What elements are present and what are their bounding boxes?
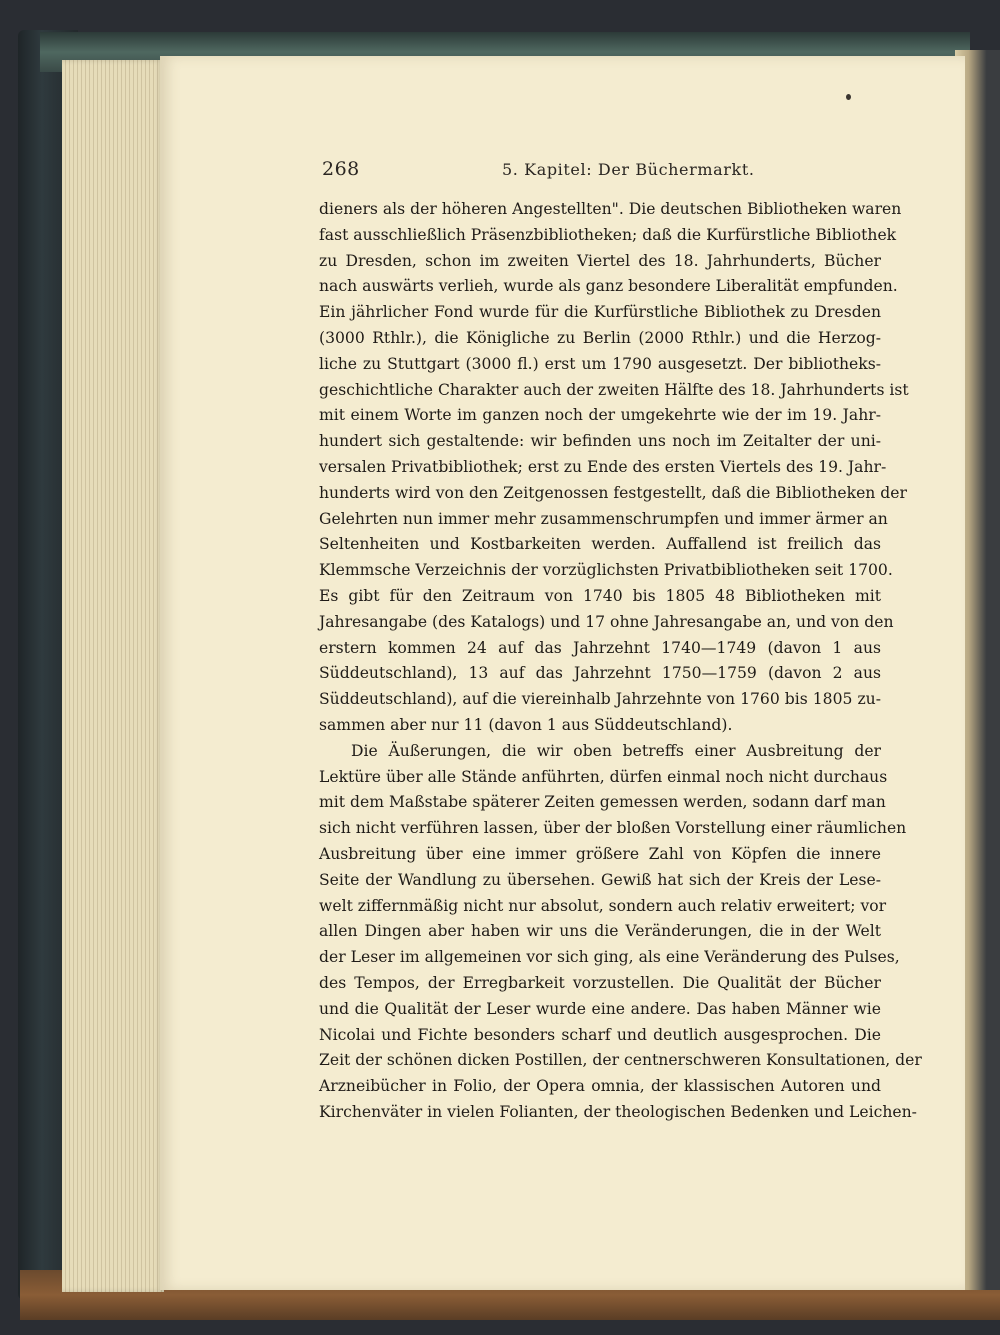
text-line: erstern kommen 24 auf das Jahrzehnt 1740—1749 (davon 1 aus	[319, 638, 881, 657]
text-line: Zeit der schönen dicken Postillen, der centnerschweren Konsultationen, der	[319, 1051, 922, 1070]
text-line: Die Äußerungen, die wir oben betreffs einer Ausbreitung der	[351, 741, 881, 760]
text-line: hunderts wird von den Zeitgenossen festgestellt, daß die Bibliotheken der	[319, 483, 907, 502]
text-line: Nicolai und Fichte besonders scharf und deutlich ausgesprochen. Die	[319, 1025, 881, 1044]
running-head: 5. Kapitel: Der Büchermarkt.	[502, 160, 755, 179]
page-header	[322, 158, 882, 188]
text-line: liche zu Stuttgart (3000 fl.) erst um 1790 ausgesetzt. Der bibliotheks-	[319, 354, 881, 373]
text-line: versalen Privatbibliothek; erst zu Ende des ersten Viertels des 19. Jahr-	[319, 457, 887, 476]
text-line: Seltenheiten und Kostbarkeiten werden. Auffallend ist freilich das	[319, 535, 881, 554]
body-text	[319, 197, 922, 1126]
text-line: Es gibt für den Zeitraum von 1740 bis 1805 48 Bibliotheken mit	[319, 586, 881, 605]
text-line: sammen aber nur 11 (davon 1 aus Süddeutschland).	[319, 715, 733, 734]
text-line: Klemmsche Verzeichnis der vorzüglichsten Privatbibliotheken seit 1700.	[319, 561, 893, 580]
text-line: nach auswärts verlieh, wurde als ganz besondere Liberalität empfunden.	[319, 277, 898, 296]
text-line: Süddeutschland), 13 auf das Jahrzehnt 1750—1759 (davon 2 aus	[319, 664, 881, 683]
text-line: dieners als der höheren Angestellten". Die deutschen Bibliotheken waren	[319, 200, 902, 218]
text-line: des Tempos, der Erregbarkeit vorzustellen. Die Qualität der Bücher	[319, 973, 881, 992]
text-line: der Leser im allgemeinen vor sich ging, als eine Veränderung des Pulses,	[319, 948, 900, 967]
text-line: Jahresangabe (des Katalogs) und 17 ohne Jahresangabe an, und von den	[319, 612, 894, 631]
text-line: Lektüre über alle Stände anführten, dürfen einmal noch nicht durchaus	[319, 767, 888, 786]
text-line: und die Qualität der Leser wurde eine andere. Das haben Männer wie	[319, 999, 881, 1018]
text-line: zu Dresden, schon im zweiten Viertel des 18. Jahrhunderts, Bücher	[319, 251, 881, 270]
text-line: Ausbreitung über eine immer größere Zahl von Köpfen die innere	[319, 844, 881, 863]
text-line: welt ziffernmäßig nicht nur absolut, sondern auch relativ erweitert; vor	[319, 896, 887, 915]
text-line: Kirchenväter in vielen Folianten, der theologischen Bedenken und Leichen-	[319, 1102, 917, 1121]
text-line: Ein jährlicher Fond wurde für die Kurfürstliche Bibliothek zu Dresden	[319, 303, 881, 322]
text-line: Gelehrten nun immer mehr zusammenschrumpfen und immer ärmer an	[319, 509, 888, 528]
text-line: Süddeutschland), auf die viereinhalb Jahrzehnte von 1760 bis 1805 zu-	[319, 690, 881, 709]
ink-spot	[846, 94, 851, 100]
text-line: fast ausschließlich Präsenzbibliotheken; daß die Kurfürstliche Bibliothek	[319, 225, 897, 244]
text-line: mit dem Maßstabe späterer Zeiten gemessen werden, sodann darf man	[319, 793, 886, 812]
page-number: 268	[322, 158, 360, 180]
text-line: (3000 Rthlr.), die Königliche zu Berlin (2000 Rthlr.) und die Herzog-	[319, 328, 881, 347]
text-line: sich nicht verführen lassen, über der bloßen Vorstellung einer räumlichen	[319, 819, 907, 838]
page-stack-edge	[62, 60, 164, 1292]
text-line: mit einem Worte im ganzen noch der umgekehrte wie der im 19. Jahr-	[319, 406, 881, 425]
text-line: geschichtliche Charakter auch der zweiten Hälfte des 18. Jahrhunderts ist	[319, 380, 909, 399]
text-line: hundert sich gestaltende: wir befinden uns noch im Zeitalter der uni-	[319, 432, 881, 451]
text-line: Seite der Wandlung zu übersehen. Gewiß hat sich der Kreis der Lese-	[319, 870, 881, 889]
text-line: Arzneibücher in Folio, der Opera omnia, der klassischen Autoren und	[319, 1077, 881, 1096]
text-line: allen Dingen aber haben wir uns die Veränderungen, die in der Welt	[319, 922, 881, 941]
